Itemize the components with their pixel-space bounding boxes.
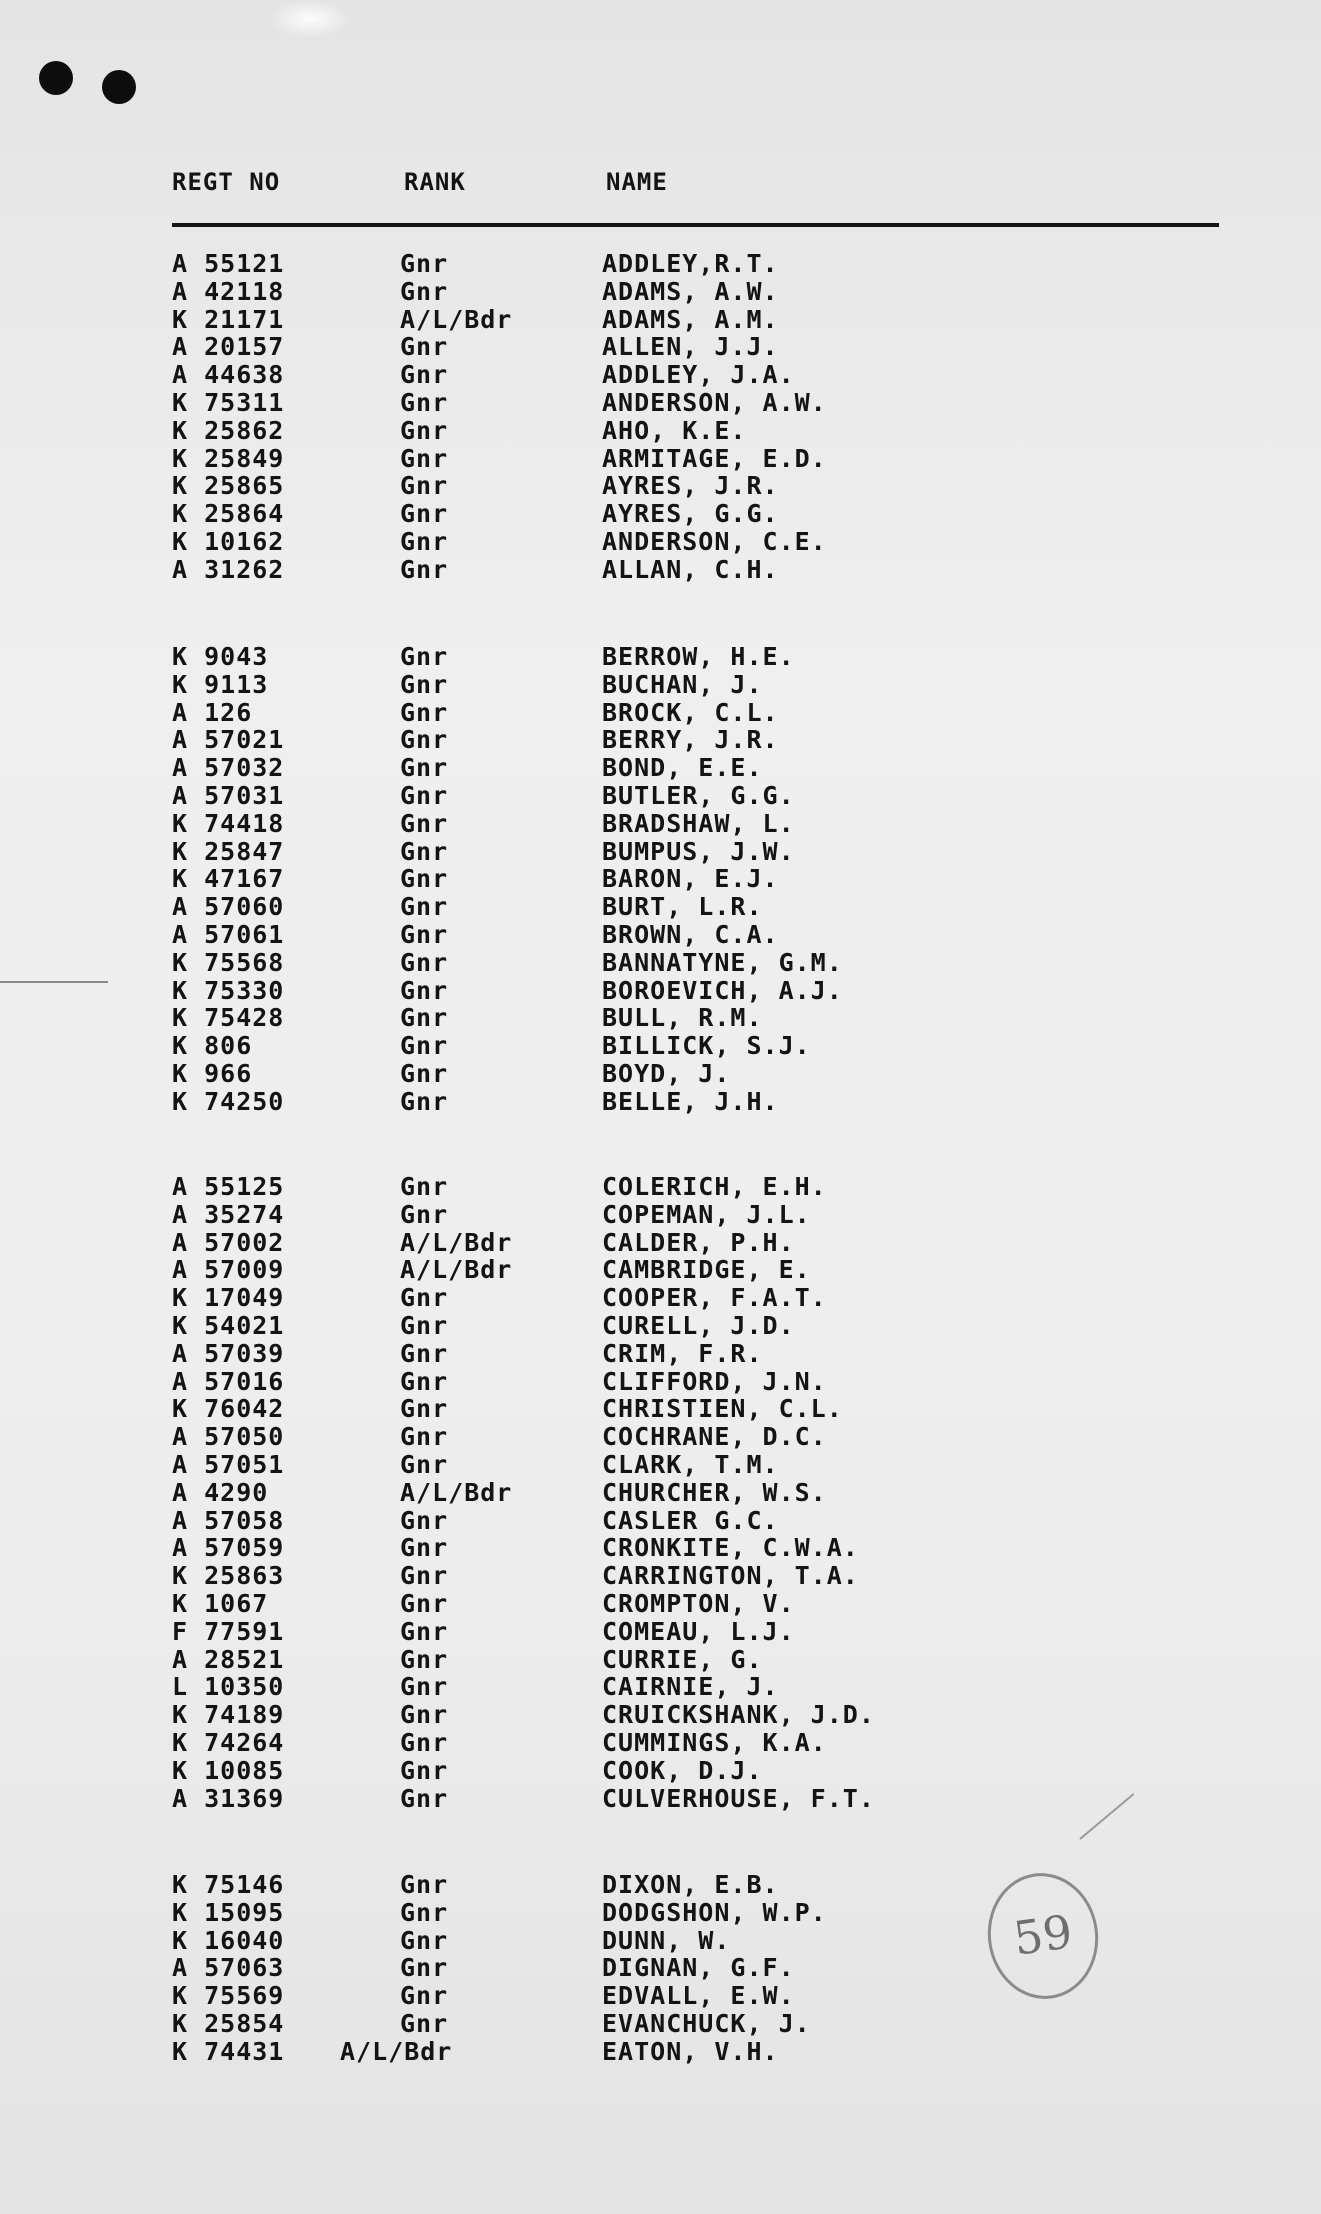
punch-hole <box>39 61 73 95</box>
roster-row <box>0 445 1321 473</box>
roster-row <box>0 1229 1321 1257</box>
regt-no-cell: K 75146 <box>172 1870 285 1899</box>
name-cell: COMEAU, L.J. <box>602 1616 795 1646</box>
rank-cell: A/L/Bdr <box>400 1255 513 1285</box>
rank-cell: Gnr <box>400 1533 449 1563</box>
name-cell: BUMPUS, J.W. <box>602 836 795 866</box>
header-rank: RANK <box>404 168 466 196</box>
header-name: NAME <box>606 168 668 196</box>
name-cell: CLARK, T.M. <box>602 1450 779 1479</box>
roster-row <box>0 361 1321 389</box>
roster-row <box>0 782 1321 810</box>
regt-no-cell: K 25865 <box>172 471 285 501</box>
regt-no-cell: A 31369 <box>172 1783 285 1813</box>
rank-cell: Gnr <box>400 471 449 501</box>
roster-row <box>0 977 1321 1005</box>
regt-no-cell: K 17049 <box>172 1283 285 1313</box>
rank-cell: Gnr <box>400 808 449 838</box>
name-cell: ALLAN, C.H. <box>602 554 779 584</box>
name-cell: BANNATYNE, G.M. <box>602 947 843 977</box>
regt-no-cell: A 31262 <box>172 554 285 584</box>
rank-cell: Gnr <box>400 892 449 922</box>
name-cell: COCHRANE, D.C. <box>602 1422 827 1452</box>
name-cell: COPEMAN, J.L. <box>602 1199 811 1229</box>
roster-row <box>0 1060 1321 1088</box>
rank-cell: Gnr <box>400 1870 449 1899</box>
name-cell: CURRIE, G. <box>602 1644 763 1674</box>
name-cell: BERRY, J.R. <box>602 725 779 755</box>
regt-no-cell: K 25863 <box>172 1561 285 1591</box>
roster-row <box>0 921 1321 949</box>
regt-no-cell: K 75330 <box>172 975 285 1005</box>
regt-no-cell: K 1067 <box>172 1589 269 1618</box>
name-cell: ADAMS, A.M. <box>602 304 779 334</box>
name-cell: CULVERHOUSE, F.T. <box>602 1783 875 1813</box>
name-cell: BARON, E.J. <box>602 864 779 894</box>
regt-no-cell: A 57058 <box>172 1505 285 1535</box>
roster-row <box>0 389 1321 417</box>
rank-cell: A/L/Bdr <box>400 304 513 334</box>
name-cell: BILLICK, S.J. <box>602 1031 811 1061</box>
roster-row <box>0 1479 1321 1507</box>
roster-row <box>0 810 1321 838</box>
regt-no-cell: K 74431 <box>172 2036 285 2066</box>
roster-row <box>0 671 1321 699</box>
regt-no-cell: K 25849 <box>172 443 285 473</box>
rank-cell: Gnr <box>400 836 449 866</box>
name-cell: AHO, K.E. <box>602 415 747 445</box>
rank-cell: Gnr <box>400 1728 449 1757</box>
roster-row <box>0 1201 1321 1229</box>
rank-cell: Gnr <box>400 1561 449 1591</box>
rank-cell: Gnr <box>400 864 449 894</box>
rank-cell: Gnr <box>400 1783 449 1813</box>
roster-row <box>0 949 1321 977</box>
roster-row <box>0 1701 1321 1729</box>
rank-cell: Gnr <box>400 1311 449 1340</box>
roster-row <box>0 1368 1321 1396</box>
roster-row <box>0 1927 1321 1955</box>
name-cell: BUTLER, G.G. <box>602 781 795 810</box>
name-cell: BOND, E.E. <box>602 753 763 783</box>
header-rule <box>172 223 1219 227</box>
roster-row <box>0 1004 1321 1032</box>
regt-no-cell: K 25864 <box>172 499 285 529</box>
rank-cell: Gnr <box>400 1755 449 1785</box>
punch-hole <box>102 70 136 104</box>
rank-cell: A/L/Bdr <box>340 2036 453 2066</box>
name-cell: ADAMS, A.W. <box>602 276 779 306</box>
name-cell: EATON, V.H. <box>602 2036 779 2066</box>
roster-row <box>0 1534 1321 1562</box>
regt-no-cell: F 77591 <box>172 1616 285 1646</box>
regt-no-cell: K 74189 <box>172 1700 285 1730</box>
roster-row <box>0 528 1321 556</box>
regt-no-cell: K 75311 <box>172 388 285 417</box>
roster-row <box>0 500 1321 528</box>
regt-no-cell: A 4290 <box>172 1477 269 1507</box>
regt-no-cell: K 74264 <box>172 1728 285 1757</box>
rank-cell: Gnr <box>400 725 449 755</box>
name-cell: ANDERSON, C.E. <box>602 527 827 556</box>
name-cell: DUNN, W. <box>602 1925 731 1955</box>
rank-cell: Gnr <box>400 1283 449 1313</box>
roster-row <box>0 250 1321 278</box>
rank-cell: Gnr <box>400 975 449 1005</box>
roster-row <box>0 1785 1321 1813</box>
regt-no-cell: K 76042 <box>172 1394 285 1424</box>
roster-row <box>0 1395 1321 1423</box>
name-cell: ARMITAGE, E.D. <box>602 443 827 473</box>
name-cell: ALLEN, J.J. <box>602 332 779 362</box>
regt-no-cell: L 10350 <box>172 1672 285 1702</box>
roster-row <box>0 643 1321 671</box>
name-cell: BROWN, C.A. <box>602 920 779 949</box>
name-cell: AYRES, J.R. <box>602 471 779 501</box>
roster-row <box>0 1032 1321 1060</box>
paper-smudge <box>270 0 350 38</box>
regt-no-cell: A 55125 <box>172 1172 285 1201</box>
rank-cell: Gnr <box>400 554 449 584</box>
roster-row <box>0 1646 1321 1674</box>
name-cell: DIGNAN, G.F. <box>602 1953 795 1983</box>
regt-no-cell: K 15095 <box>172 1897 285 1927</box>
roster-row <box>0 556 1321 584</box>
regt-no-cell: K 74250 <box>172 1086 285 1116</box>
regt-no-cell: A 57039 <box>172 1338 285 1368</box>
regt-no-cell: K 75428 <box>172 1003 285 1033</box>
regt-no-cell: K 806 <box>172 1031 253 1061</box>
rank-cell: Gnr <box>400 1394 449 1424</box>
roster-row <box>0 893 1321 921</box>
rank-cell: Gnr <box>400 1366 449 1396</box>
regt-no-cell: A 35274 <box>172 1199 285 1229</box>
regt-no-cell: A 20157 <box>172 332 285 362</box>
regt-no-cell: A 57016 <box>172 1366 285 1396</box>
name-cell: BROCK, C.L. <box>602 697 779 727</box>
roster-row <box>0 1284 1321 1312</box>
name-cell: AYRES, G.G. <box>602 499 779 529</box>
rank-cell: Gnr <box>400 1616 449 1646</box>
regt-no-cell: K 9113 <box>172 669 269 699</box>
roster-row <box>0 1899 1321 1927</box>
rank-cell: Gnr <box>400 332 449 362</box>
rank-cell: Gnr <box>400 697 449 727</box>
rank-cell: Gnr <box>400 1199 449 1229</box>
rank-cell: Gnr <box>400 1422 449 1452</box>
rank-cell: Gnr <box>400 2009 449 2038</box>
roster-row <box>0 1729 1321 1757</box>
regt-no-cell: K 25862 <box>172 415 285 445</box>
regt-no-cell: K 25847 <box>172 836 285 866</box>
name-cell: CHRISTIEN, C.L. <box>602 1394 843 1424</box>
regt-no-cell: K 21171 <box>172 304 285 334</box>
name-cell: EDVALL, E.W. <box>602 1981 795 2011</box>
name-cell: COOPER, F.A.T. <box>602 1283 827 1313</box>
roster-row <box>0 417 1321 445</box>
name-cell: BUCHAN, J. <box>602 669 763 699</box>
roster-row <box>0 306 1321 334</box>
rank-cell: Gnr <box>400 1338 449 1368</box>
rank-cell: Gnr <box>400 1589 449 1618</box>
name-cell: BOYD, J. <box>602 1059 731 1088</box>
roster-row <box>0 1757 1321 1785</box>
roster-row <box>0 699 1321 727</box>
roster-row <box>0 1340 1321 1368</box>
roster-row <box>0 333 1321 361</box>
roster-row <box>0 1982 1321 2010</box>
regt-no-cell: A 44638 <box>172 360 285 390</box>
name-cell: DODGSHON, W.P. <box>602 1897 827 1927</box>
rank-cell: Gnr <box>400 1086 449 1116</box>
name-cell: CRONKITE, C.W.A. <box>602 1533 859 1563</box>
regt-no-cell: A 57060 <box>172 892 285 922</box>
regt-no-cell: K 25854 <box>172 2009 285 2038</box>
regt-no-cell: A 57061 <box>172 920 285 949</box>
roster-row <box>0 472 1321 500</box>
regt-no-cell: K 74418 <box>172 808 285 838</box>
name-cell: CRUICKSHANK, J.D. <box>602 1700 875 1730</box>
regt-no-cell: A 57002 <box>172 1227 285 1257</box>
roster-row <box>0 1871 1321 1899</box>
rank-cell: Gnr <box>400 781 449 810</box>
roster-row <box>0 1423 1321 1451</box>
rank-cell: Gnr <box>400 1700 449 1730</box>
name-cell: COLERICH, E.H. <box>602 1172 827 1201</box>
regt-no-cell: A 57031 <box>172 781 285 810</box>
roster-row <box>0 726 1321 754</box>
name-cell: BERROW, H.E. <box>602 642 795 671</box>
regt-no-cell: A 55121 <box>172 249 285 278</box>
regt-no-cell: A 126 <box>172 697 253 727</box>
roster-row <box>0 1507 1321 1535</box>
regt-no-cell: A 57051 <box>172 1450 285 1479</box>
name-cell: CASLER G.C. <box>602 1505 779 1535</box>
regt-no-cell: A 57050 <box>172 1422 285 1452</box>
column-header-row <box>0 168 1321 198</box>
rank-cell: Gnr <box>400 388 449 417</box>
rank-cell: Gnr <box>400 1003 449 1033</box>
page-number: 59 <box>980 1866 1106 2006</box>
rank-cell: Gnr <box>400 249 449 278</box>
name-cell: DIXON, E.B. <box>602 1870 779 1899</box>
rank-cell: Gnr <box>400 1059 449 1088</box>
roster-row <box>0 1673 1321 1701</box>
name-cell: EVANCHUCK, J. <box>602 2009 811 2038</box>
rank-cell: A/L/Bdr <box>400 1477 513 1507</box>
regt-no-cell: A 57021 <box>172 725 285 755</box>
rank-cell: Gnr <box>400 1031 449 1061</box>
roster-row <box>0 1312 1321 1340</box>
name-cell: BULL, R.M. <box>602 1003 763 1033</box>
name-cell: CRIM, F.R. <box>602 1338 763 1368</box>
roster-row <box>0 754 1321 782</box>
roster-row <box>0 1562 1321 1590</box>
regt-no-cell: K 10085 <box>172 1755 285 1785</box>
regt-no-cell: A 57063 <box>172 1953 285 1983</box>
regt-no-cell: K 966 <box>172 1059 253 1088</box>
name-cell: ADDLEY, J.A. <box>602 360 795 390</box>
rank-cell: Gnr <box>400 920 449 949</box>
regt-no-cell: K 47167 <box>172 864 285 894</box>
rank-cell: Gnr <box>400 1644 449 1674</box>
rank-cell: Gnr <box>400 1505 449 1535</box>
rank-cell: Gnr <box>400 947 449 977</box>
roster-row <box>0 1954 1321 1982</box>
name-cell: CARRINGTON, T.A. <box>602 1561 859 1591</box>
name-cell: CUMMINGS, K.A. <box>602 1728 827 1757</box>
roster-row <box>0 1173 1321 1201</box>
rank-cell: Gnr <box>400 1925 449 1955</box>
rank-cell: Gnr <box>400 642 449 671</box>
roster-row <box>0 1088 1321 1116</box>
name-cell: CLIFFORD, J.N. <box>602 1366 827 1396</box>
regt-no-cell: K 9043 <box>172 642 269 671</box>
name-cell: BOROEVICH, A.J. <box>602 975 843 1005</box>
name-cell: CURELL, J.D. <box>602 1311 795 1340</box>
roster-row <box>0 278 1321 306</box>
regt-no-cell: K 10162 <box>172 527 285 556</box>
rank-cell: Gnr <box>400 276 449 306</box>
roster-row <box>0 1256 1321 1284</box>
regt-no-cell: K 54021 <box>172 1311 285 1340</box>
rank-cell: Gnr <box>400 1981 449 2011</box>
rank-cell: Gnr <box>400 669 449 699</box>
rank-cell: Gnr <box>400 1672 449 1702</box>
roster-row <box>0 838 1321 866</box>
roster-row <box>0 1618 1321 1646</box>
rank-cell: A/L/Bdr <box>400 1227 513 1257</box>
regt-no-cell: A 28521 <box>172 1644 285 1674</box>
name-cell: CALDER, P.H. <box>602 1227 795 1257</box>
name-cell: ADDLEY,R.T. <box>602 249 779 278</box>
name-cell: CAMBRIDGE, E. <box>602 1255 811 1285</box>
roster-row <box>0 865 1321 893</box>
rank-cell: Gnr <box>400 499 449 529</box>
regt-no-cell: K 75569 <box>172 1981 285 2011</box>
regt-no-cell: A 57059 <box>172 1533 285 1563</box>
roster-row <box>0 1451 1321 1479</box>
rank-cell: Gnr <box>400 1450 449 1479</box>
roster-row <box>0 1590 1321 1618</box>
name-cell: CHURCHER, W.S. <box>602 1477 827 1507</box>
rank-cell: Gnr <box>400 415 449 445</box>
name-cell: ANDERSON, A.W. <box>602 388 827 417</box>
regt-no-cell: K 75568 <box>172 947 285 977</box>
rank-cell: Gnr <box>400 360 449 390</box>
regt-no-cell: A 57032 <box>172 753 285 783</box>
rank-cell: Gnr <box>400 1172 449 1201</box>
name-cell: CAIRNIE, J. <box>602 1672 779 1702</box>
name-cell: COOK, D.J. <box>602 1755 763 1785</box>
regt-no-cell: K 16040 <box>172 1925 285 1955</box>
regt-no-cell: A 42118 <box>172 276 285 306</box>
rank-cell: Gnr <box>400 1897 449 1927</box>
regt-no-cell: A 57009 <box>172 1255 285 1285</box>
name-cell: BURT, L.R. <box>602 892 763 922</box>
header-regt-no: REGT NO <box>172 168 281 196</box>
rank-cell: Gnr <box>400 527 449 556</box>
roster-row <box>0 2010 1321 2038</box>
rank-cell: Gnr <box>400 1953 449 1983</box>
roster-row <box>0 2038 1321 2066</box>
rank-cell: Gnr <box>400 443 449 473</box>
name-cell: BRADSHAW, L. <box>602 808 795 838</box>
name-cell: BELLE, J.H. <box>602 1086 779 1116</box>
rank-cell: Gnr <box>400 753 449 783</box>
name-cell: CROMPTON, V. <box>602 1589 795 1618</box>
